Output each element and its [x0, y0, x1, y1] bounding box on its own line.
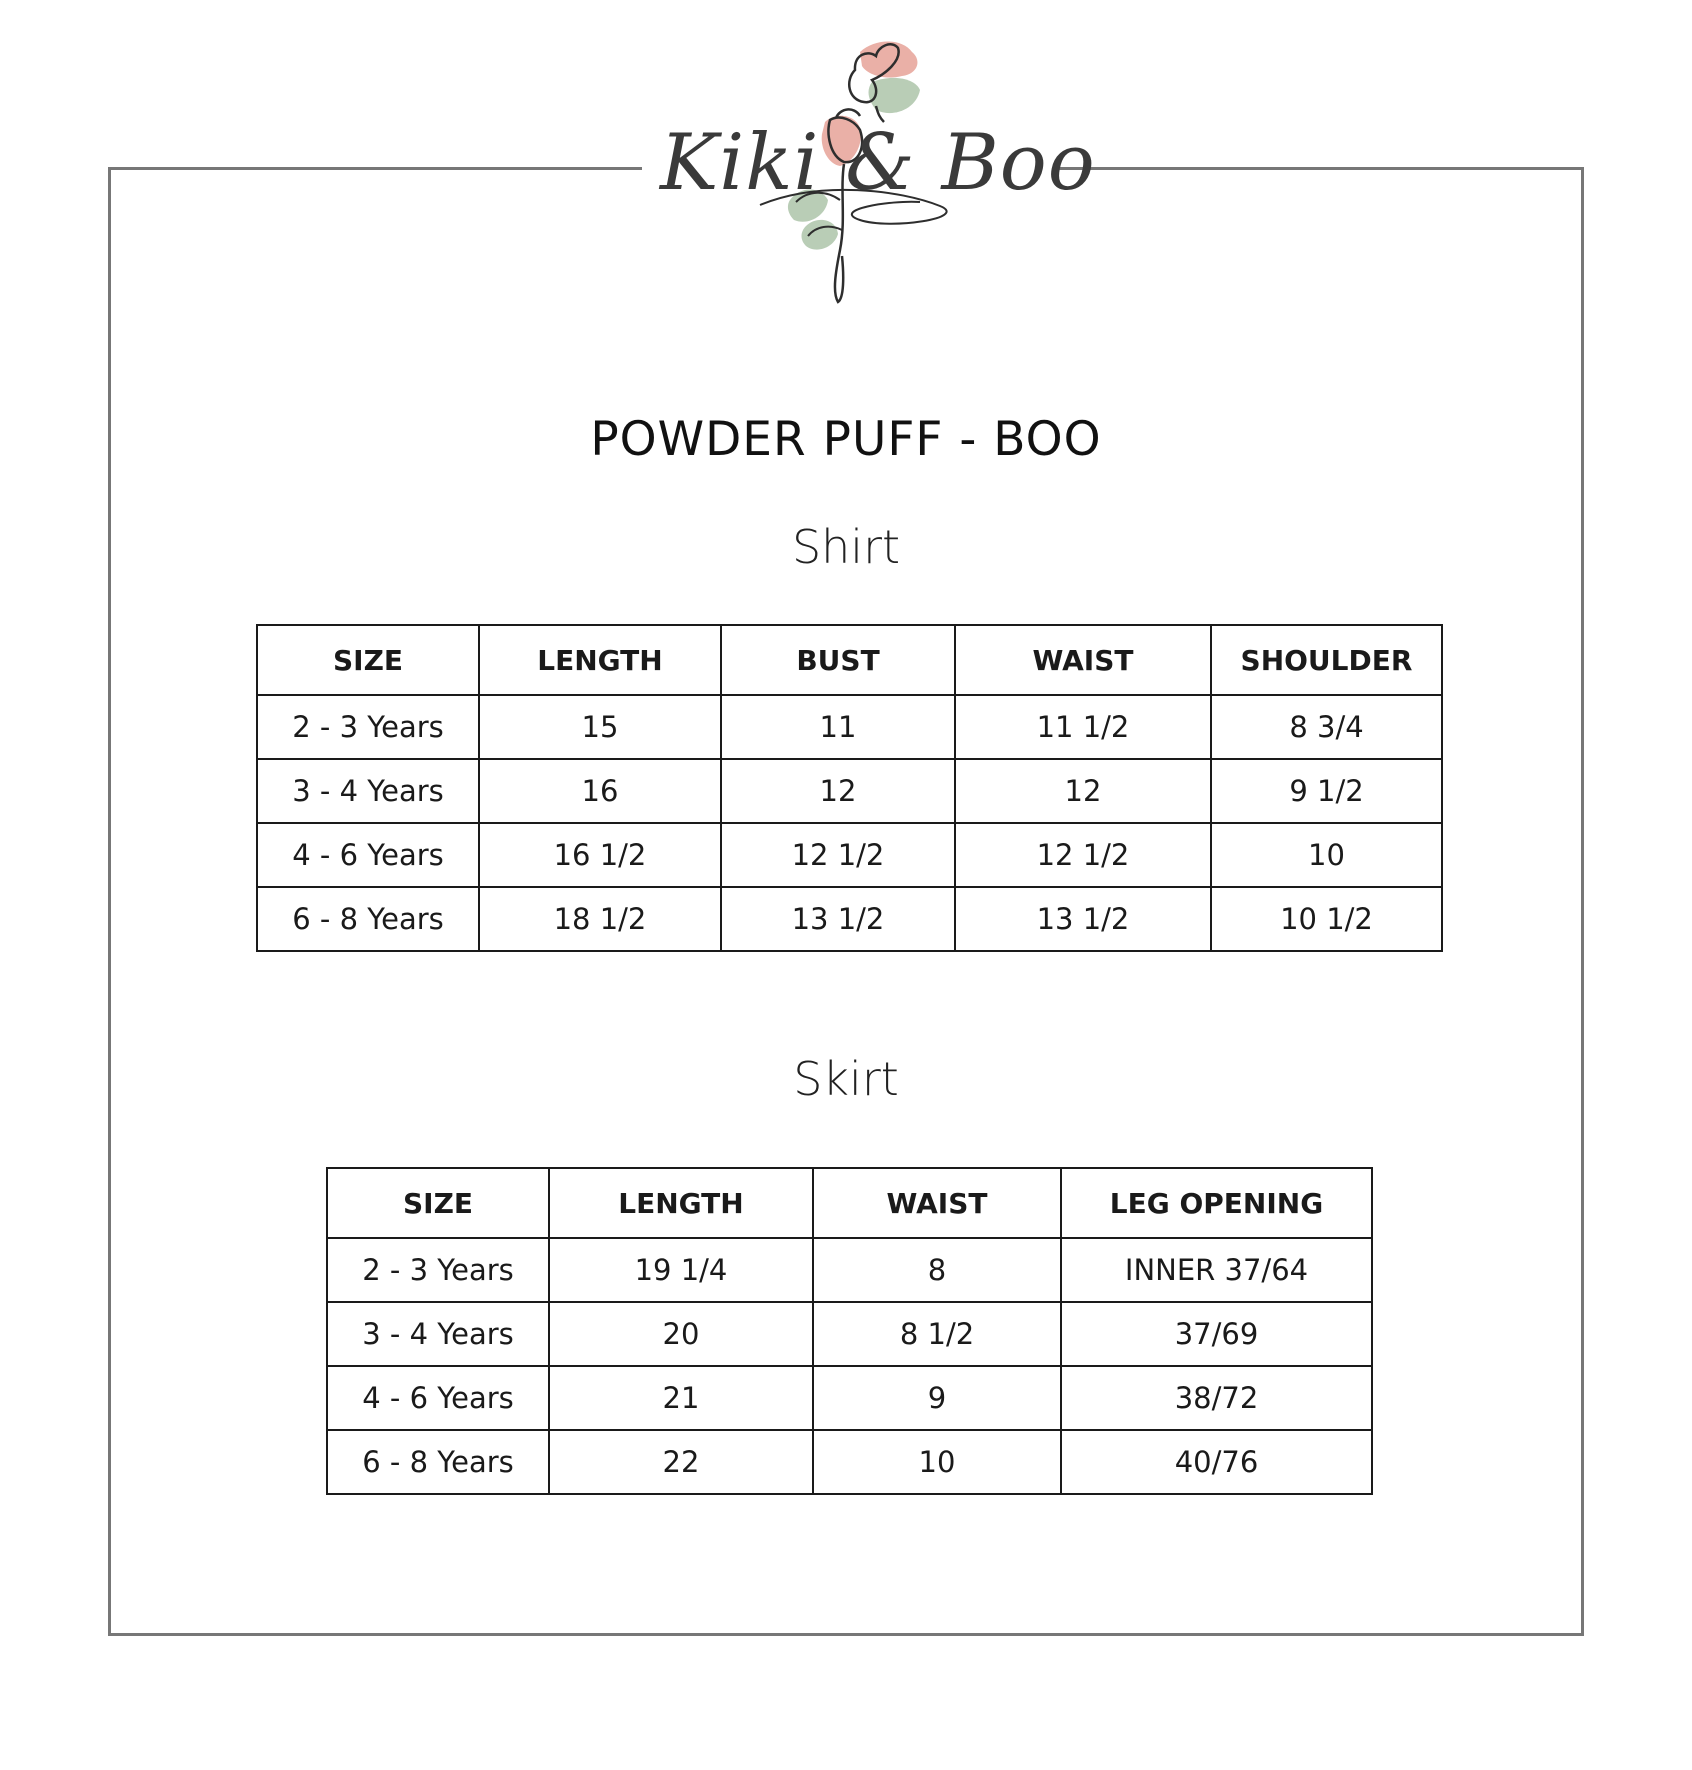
length-cell: 15 [479, 695, 721, 759]
size-cell: 4 - 6 Years [327, 1366, 549, 1430]
length-cell: 19 1/4 [549, 1238, 813, 1302]
length-cell: 16 [479, 759, 721, 823]
waist-cell: 9 [813, 1366, 1061, 1430]
table-row [327, 1430, 1372, 1494]
bust-cell: 12 1/2 [721, 823, 955, 887]
table-header-row [327, 1168, 1372, 1238]
brand-wordmark: Kiki & Boo [660, 118, 1096, 208]
column-header-waist: WAIST [813, 1168, 1061, 1238]
column-header-size: SIZE [257, 625, 479, 695]
column-header-length: LENGTH [479, 625, 721, 695]
column-header-size: SIZE [327, 1168, 549, 1238]
leg-opening-cell: 37/69 [1061, 1302, 1372, 1366]
document-title: POWDER PUFF - BOO [590, 412, 1102, 467]
waist-cell: 13 1/2 [955, 887, 1211, 951]
shirt-size-table [256, 624, 1443, 952]
length-cell: 21 [549, 1366, 813, 1430]
length-cell: 16 1/2 [479, 823, 721, 887]
table-header-row [257, 625, 1442, 695]
column-header-bust: BUST [721, 625, 955, 695]
table-row [327, 1302, 1372, 1366]
waist-cell: 8 1/2 [813, 1302, 1061, 1366]
leg-opening-cell: INNER 37/64 [1061, 1238, 1372, 1302]
size-cell: 4 - 6 Years [257, 823, 479, 887]
bust-cell: 11 [721, 695, 955, 759]
shirt-section-title: Shirt [791, 520, 901, 574]
column-header-waist: WAIST [955, 625, 1211, 695]
skirt-size-table [326, 1167, 1373, 1495]
size-cell: 2 - 3 Years [257, 695, 479, 759]
size-cell: 3 - 4 Years [257, 759, 479, 823]
table-row [327, 1366, 1372, 1430]
bust-cell: 12 [721, 759, 955, 823]
size-cell: 6 - 8 Years [257, 887, 479, 951]
table-row [257, 759, 1442, 823]
waist-cell: 12 [955, 759, 1211, 823]
shoulder-cell: 10 [1211, 823, 1442, 887]
skirt-section-title: Skirt [793, 1052, 899, 1106]
waist-cell: 8 [813, 1238, 1061, 1302]
size-cell: 2 - 3 Years [327, 1238, 549, 1302]
size-cell: 3 - 4 Years [327, 1302, 549, 1366]
column-header-length: LENGTH [549, 1168, 813, 1238]
waist-cell: 10 [813, 1430, 1061, 1494]
size-cell: 6 - 8 Years [327, 1430, 549, 1494]
table-row [327, 1238, 1372, 1302]
waist-cell: 11 1/2 [955, 695, 1211, 759]
column-header-leg-opening: LEG OPENING [1061, 1168, 1372, 1238]
table-row [257, 695, 1442, 759]
leg-opening-cell: 38/72 [1061, 1366, 1372, 1430]
shoulder-cell: 10 1/2 [1211, 887, 1442, 951]
table-row [257, 823, 1442, 887]
length-cell: 20 [549, 1302, 813, 1366]
waist-cell: 12 1/2 [955, 823, 1211, 887]
bust-cell: 13 1/2 [721, 887, 955, 951]
table-row [257, 887, 1442, 951]
shoulder-cell: 9 1/2 [1211, 759, 1442, 823]
length-cell: 22 [549, 1430, 813, 1494]
leg-opening-cell: 40/76 [1061, 1430, 1372, 1494]
shoulder-cell: 8 3/4 [1211, 695, 1442, 759]
length-cell: 18 1/2 [479, 887, 721, 951]
column-header-shoulder: SHOULDER [1211, 625, 1442, 695]
